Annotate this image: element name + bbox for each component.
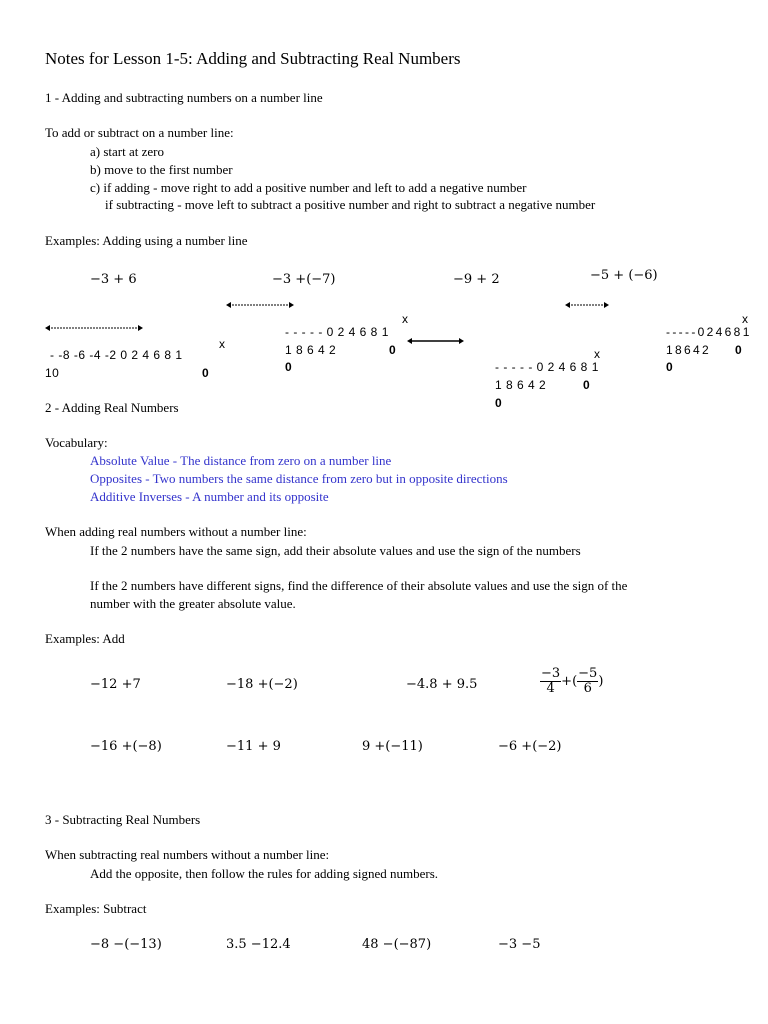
nl2-zero-a: 0 [389, 343, 397, 357]
nl2-x: x [402, 312, 409, 326]
adding-rules-intro: When adding real numbers without a number line: [45, 524, 307, 539]
vocab-additive-inverses: Additive Inverses - A number and its opposite [90, 489, 329, 504]
vocab-absolute-value: Absolute Value - The distance from zero on a number line [90, 453, 392, 468]
number-line-arrow-4 [565, 301, 609, 309]
nl3-zero-b: 0 [495, 396, 503, 410]
add-example-4: −16 +(−8) [90, 739, 162, 754]
adding-rule-same-sign: If the 2 numbers have the same sign, add their absolute values and use the sign of the numbers [90, 543, 581, 558]
add-example-1: −12 +7 [90, 677, 141, 692]
nl4-x: x [742, 312, 749, 326]
adding-rule-different-sign: If the 2 numbers have different signs, find the difference of their absolute values and use the sign of the [90, 578, 628, 593]
add-example-7: −6 +(−2) [498, 739, 562, 754]
add-example-6: 9 +(−11) [362, 739, 423, 754]
frac-operator: +( [561, 674, 578, 689]
nl1-zero: 0 [202, 366, 210, 380]
nl3-ticks-2: 1 8 6 4 2 [495, 378, 547, 392]
nl2-ticks: - - - - - 0 2 4 6 8 1 [285, 325, 389, 339]
vocabulary-label: Vocabulary: [45, 435, 108, 450]
nl-problem-3: −9 + 2 [453, 272, 500, 287]
add-example-2: −18 +(−2) [226, 677, 298, 692]
section-3-heading: 3 - Subtracting Real Numbers [45, 812, 201, 827]
nl2-zero-b: 0 [285, 360, 293, 374]
step-a: a) start at zero [90, 144, 164, 159]
vocab-opposites: Opposites - Two numbers the same distance from zero but in opposite directions [90, 471, 508, 486]
frac2-denominator: 6 [583, 681, 592, 696]
nl3-x: x [594, 347, 601, 361]
add-example-fraction [540, 667, 603, 696]
add-examples-label: Examples: Add [45, 631, 125, 646]
subtracting-rule: Add the opposite, then follow the rules for adding signed numbers. [90, 866, 439, 881]
frac-close: ) [598, 674, 604, 689]
number-line-arrow-3 [407, 337, 464, 345]
frac2-numerator: −5 [578, 666, 598, 681]
page-title: Notes for Lesson 1-5: Adding and Subtracting Real Numbers [45, 49, 461, 68]
nl-problem-2: −3 +(−7) [272, 272, 336, 287]
step-c-subtract: if subtracting - move left to subtract a positive number and right to subtract a negative number [105, 197, 596, 212]
nl4-zero-a: 0 [735, 343, 743, 357]
step-b: b) move to the first number [90, 162, 233, 177]
frac1-denominator: 4 [546, 681, 555, 696]
nl-problem-1: −3 + 6 [90, 272, 137, 287]
add-example-5: −11 + 9 [226, 739, 281, 754]
number-line-arrow-1 [45, 324, 143, 332]
section-1-examples-label: Examples: Adding using a number line [45, 233, 248, 248]
add-example-3: −4.8 + 9.5 [406, 677, 478, 692]
nl1-x: x [219, 337, 226, 351]
nl-problem-4: −5 + (−6) [590, 268, 658, 283]
subtract-example-4: −3 −5 [498, 937, 541, 952]
subtract-example-3: 48 −(−87) [362, 937, 432, 952]
section-1-intro: To add or subtract on a number line: [45, 125, 234, 140]
subtract-example-2: 3.5 −12.4 [226, 937, 291, 952]
nl2-ticks-2: 1 8 6 4 2 [285, 343, 337, 357]
step-c: c) if adding - move right to add a positive number and left to add a negative number [90, 180, 527, 195]
nl1-ticks: - -8 -6 -4 -2 0 2 4 6 8 1 [50, 348, 183, 362]
nl3-zero-a: 0 [583, 378, 591, 392]
nl4-ticks-2: 1 8 6 4 2 [666, 343, 709, 357]
number-line-arrow-2 [226, 301, 294, 309]
nl3-ticks: - - - - - 0 2 4 6 8 1 [495, 360, 599, 374]
nl1-ticks-2: 10 [45, 366, 60, 380]
section-1-heading: 1 - Adding and subtracting numbers on a number line [45, 90, 323, 105]
subtracting-rules-intro: When subtracting real numbers without a number line: [45, 847, 330, 862]
subtract-example-1: −8 −(−13) [90, 937, 162, 952]
subtract-examples-label: Examples: Subtract [45, 901, 147, 916]
nl4-ticks: - - - - - 0 2 4 6 8 1 [666, 325, 749, 339]
adding-rule-different-sign-cont: number with the greater absolute value. [90, 596, 296, 611]
section-2-heading: 2 - Adding Real Numbers [45, 400, 179, 415]
nl4-zero-b: 0 [666, 360, 674, 374]
frac1-numerator: −3 [541, 666, 561, 681]
